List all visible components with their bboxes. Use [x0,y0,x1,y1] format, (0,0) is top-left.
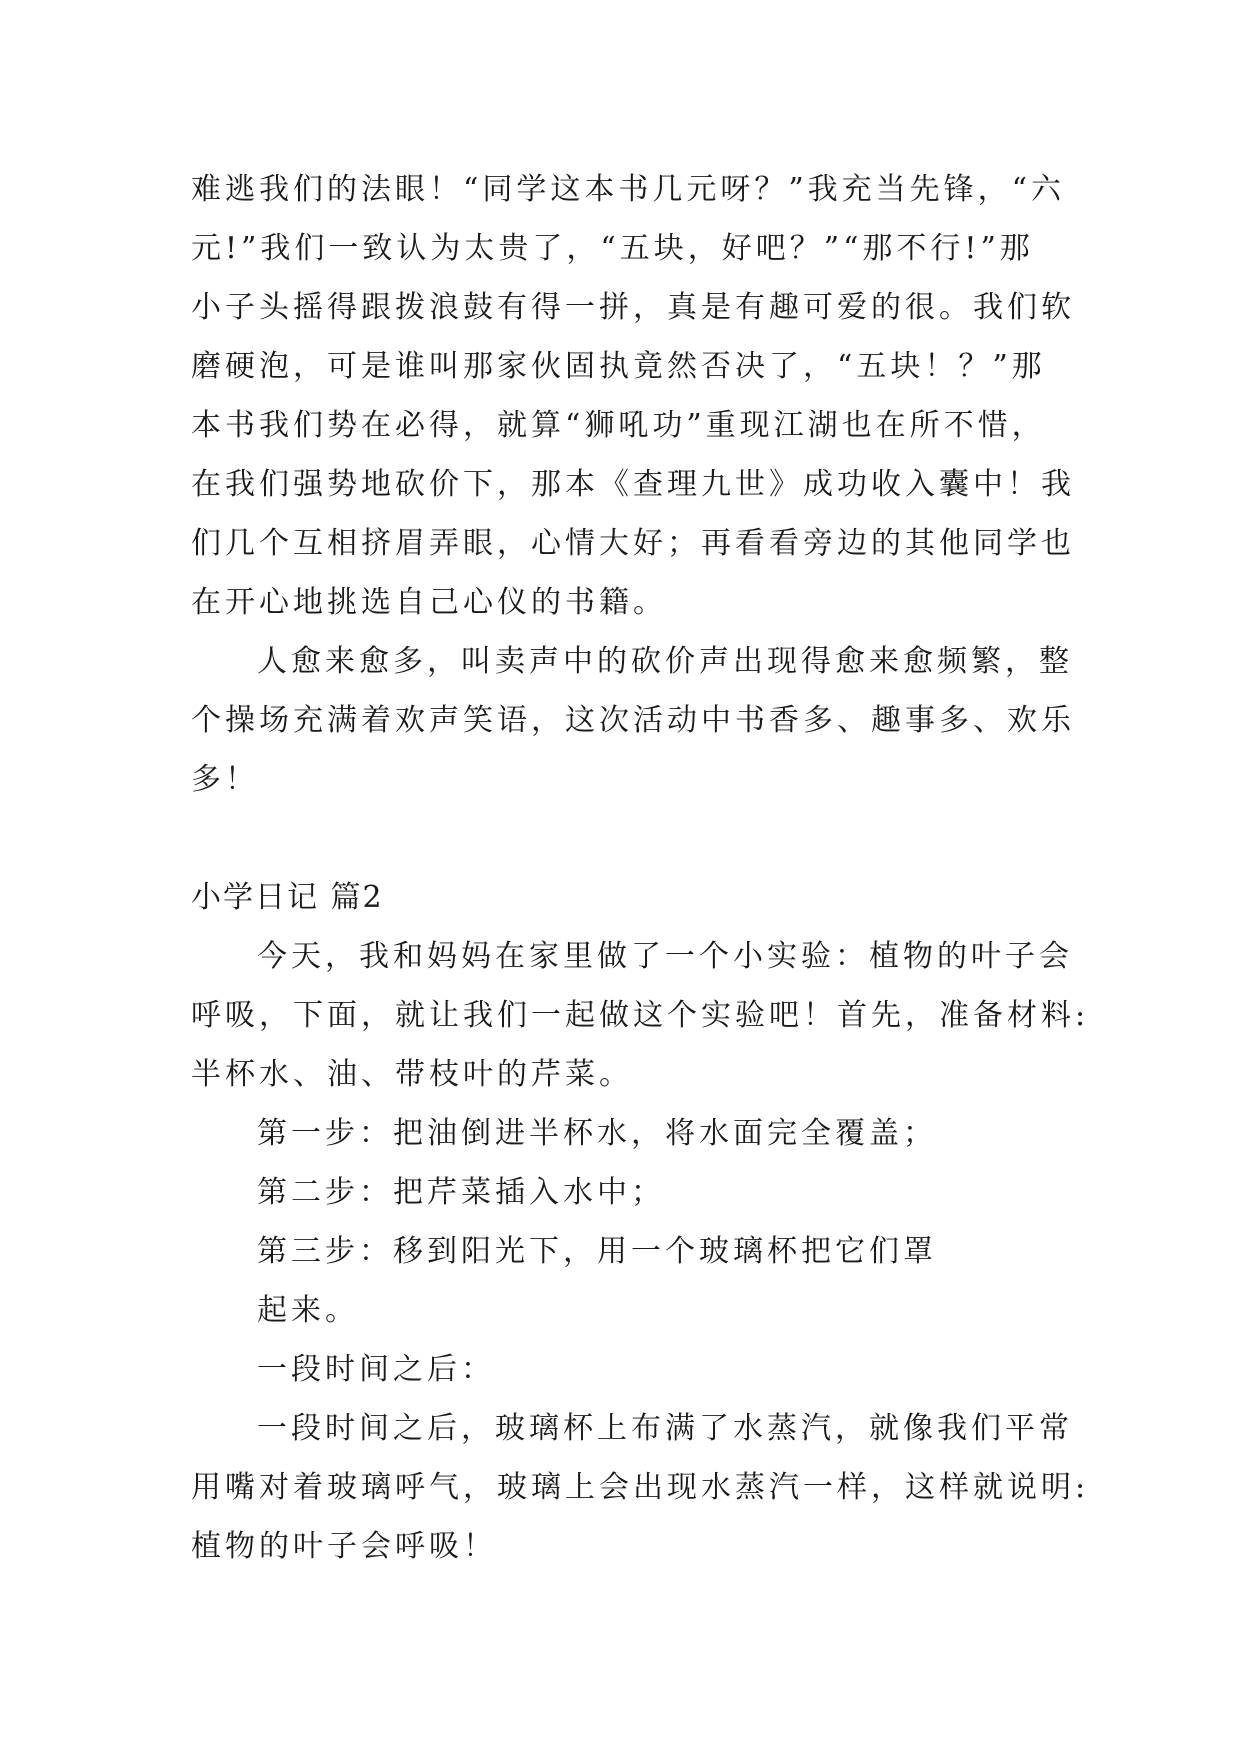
text-line: 第二步：把芹菜插入水中； [257,1175,665,1210]
text-line: 小子头摇得跟拨浪鼓有得一拼，真是有趣可爱的很。我们软 [191,290,1075,325]
step-3 [191,1222,1061,1340]
text-line: 难逃我们的法眼！“同学这本书几元呀？”我充当先锋，“六 [191,172,1066,207]
text-line: 一段时间之后，玻璃杯上布满了水蒸汽，就像我们平常 [257,1411,1073,1446]
text-line: 们几个互相挤眉弄眼，心情大好；再看看旁边的其他同学也 [191,526,1075,561]
text-line: 第一步：把油倒进半杯水，将水面完全覆盖； [257,1116,937,1151]
text-line: 在开心地挑选自己心仪的书籍。 [191,585,667,620]
text-line: 半杯水、油、带枝叶的芹菜。 [191,1057,633,1092]
text-line: 多！ [191,762,259,797]
text-line: 用嘴对着玻璃呼气，玻璃上会出现水蒸汽一样，这样就说明: [191,1470,1090,1505]
step-1 [191,1104,1061,1163]
text-line: 本书我们势在必得，就算“狮吼功”重现江湖也在所不惜， [191,408,1046,443]
paragraph-conclusion [191,1399,1090,1576]
section-heading: 小学日记 篇2 [191,880,384,915]
after-label [191,1340,1061,1399]
text-line: 起来。 [257,1293,359,1328]
text-line: 在我们强势地砍价下，那本《查理九世》成功收入囊中！我 [191,467,1075,502]
text-line: 第三步：移到阳光下，用一个玻璃杯把它们罩 [257,1234,937,1269]
text-line: 磨硬泡，可是谁叫那家伙固执竟然否决了，“五块！？”那 [191,349,1046,384]
text-line: 呼吸，下面，就让我们一起做这个实验吧！首先，准备材料: [191,998,1090,1033]
text-line: 个操场充满着欢声笑语，这次活动中书香多、趣事多、欢乐 [191,703,1075,738]
paragraph-crowd [191,632,1075,809]
document-body [191,160,1090,1576]
text-line: 今天，我和妈妈在家里做了一个小实验：植物的叶子会 [257,939,1073,974]
text-line: 人愈来愈多，叫卖声中的砍价声出现得愈来愈频繁，整 [257,644,1073,679]
text-line: 植物的叶子会呼吸！ [191,1529,497,1564]
paragraph-bargaining [191,160,1075,632]
paragraph-experiment-intro [191,927,1090,1104]
step-2 [191,1163,1061,1222]
text-line: 元!”我们一致认为太贵了，“五块，好吧？”“那不行!”那 [191,231,1034,266]
text-line: 一段时间之后： [257,1352,495,1387]
